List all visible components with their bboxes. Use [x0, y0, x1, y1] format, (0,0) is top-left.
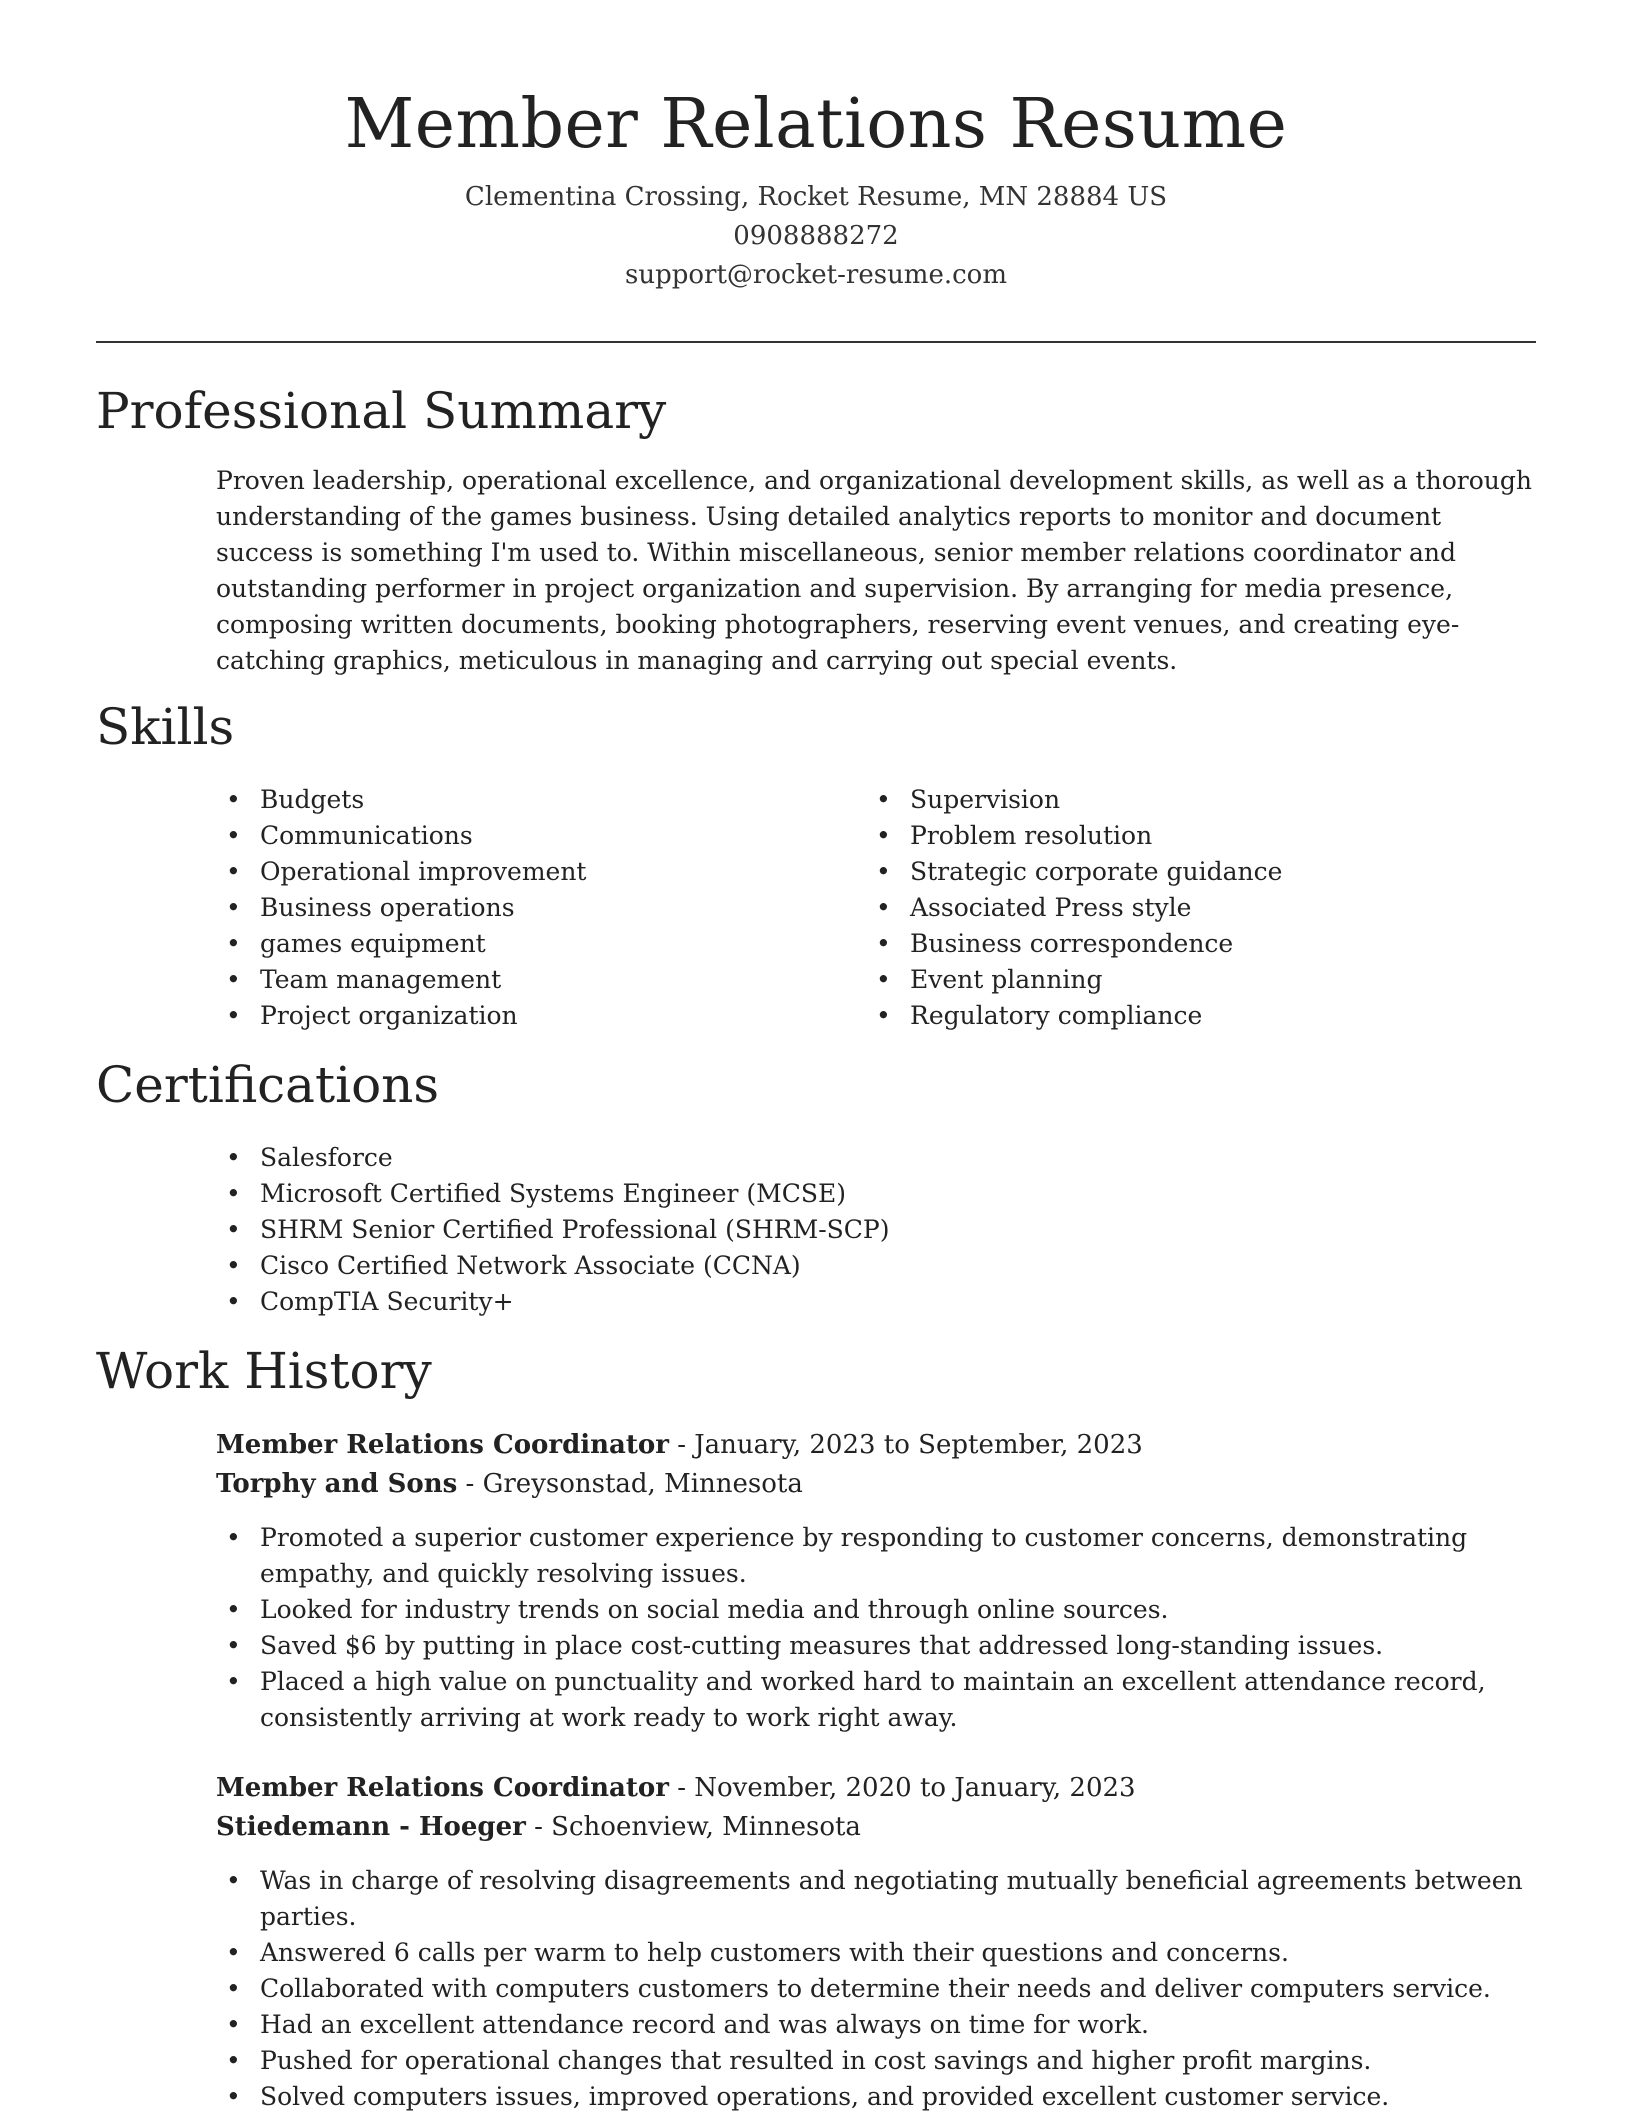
skill-item: • Project organization	[216, 998, 836, 1034]
job-1-title: Member Relations Coordinator	[216, 1430, 669, 1460]
skill-item: • Communications	[216, 818, 836, 854]
job-bullet: • Promoted a superior customer experience by responding to customer concerns, demonstrating empathy, and quickly resolving issues.	[216, 1520, 1536, 1592]
skills-list-left	[216, 782, 836, 1034]
work-history-heading: Work History	[96, 1342, 432, 1400]
header-divider	[96, 341, 1536, 343]
skill-item: • Associated Press style	[866, 890, 1506, 926]
certifications-heading: Certifications	[96, 1056, 440, 1114]
address: Clementina Crossing, Rocket Resume, MN 28884 US	[464, 182, 1168, 212]
resume-title: Member Relations Resume	[344, 85, 1288, 164]
job-bullet: • Collaborated with computers customers to determine their needs and deliver computers service.	[216, 1971, 1536, 2007]
job-2-title: Member Relations Coordinator	[216, 1773, 669, 1803]
job-1-company-line	[216, 1465, 803, 1504]
skill-item: • games equipment	[216, 926, 836, 962]
job-2-company-line	[216, 1808, 861, 1847]
skills-list-right	[866, 782, 1506, 1034]
resume-header	[0, 80, 1632, 295]
certifications-list	[216, 1140, 1536, 1320]
certification-item: • SHRM Senior Certified Professional (SHRM-SCP)	[216, 1212, 1536, 1248]
job-2-title-line	[216, 1769, 1136, 1808]
job-bullet: • Answered 6 calls per warm to help customers with their questions and concerns.	[216, 1935, 1536, 1971]
job-2-bullets	[216, 1863, 1536, 2115]
job-1-title-line	[216, 1426, 1143, 1465]
job-2-location: - Schoenview, Minnesota	[525, 1812, 861, 1842]
contact-block	[0, 178, 1632, 295]
certification-item: • CompTIA Security+	[216, 1284, 1536, 1320]
email: support@rocket-resume.com	[624, 260, 1007, 290]
job-2-company: Stiedemann - Hoeger	[216, 1812, 526, 1842]
certification-item: • Cisco Certified Network Associate (CCNA)	[216, 1248, 1536, 1284]
skill-item: • Business operations	[216, 890, 836, 926]
skills-heading: Skills	[96, 698, 235, 756]
job-2-dates: - November, 2020 to January, 2023	[668, 1773, 1136, 1803]
summary-heading: Professional Summary	[96, 382, 667, 440]
skill-item: • Regulatory compliance	[866, 998, 1506, 1034]
job-bullet: • Solved computers issues, improved operations, and provided excellent customer service.	[216, 2079, 1536, 2115]
skill-item: • Supervision	[866, 782, 1506, 818]
certification-item: • Microsoft Certified Systems Engineer (MCSE)	[216, 1176, 1536, 1212]
job-1-dates: - January, 2023 to September, 2023	[668, 1430, 1143, 1460]
skill-item: • Event planning	[866, 962, 1506, 998]
job-bullet: • Saved $6 by putting in place cost-cutting measures that addressed long-standing issues.	[216, 1628, 1536, 1664]
job-bullet: • Pushed for operational changes that resulted in cost savings and higher profit margins.	[216, 2043, 1536, 2079]
job-bullet: • Had an excellent attendance record and was always on time for work.	[216, 2007, 1536, 2043]
skill-item: • Budgets	[216, 782, 836, 818]
job-1-location: - Greysonstad, Minnesota	[457, 1469, 803, 1499]
skill-item: • Business correspondence	[866, 926, 1506, 962]
job-1-company: Torphy and Sons	[216, 1469, 458, 1499]
skill-item: • Operational improvement	[216, 854, 836, 890]
summary-text: Proven leadership, operational excellence, and organizational development skills, as well as a thorough understanding of the games business. Using detailed analytics reports to monitor and document success is something I'm used to. Within miscellaneous, senior member relations coordinator and outstanding performer in project organization and supervision. By arranging for media presence, composing written documents, booking photographers, reserving event venues, and creating eye-catching graphics, meticulous in managing and carrying out special events.	[216, 466, 1532, 675]
skill-item: • Problem resolution	[866, 818, 1506, 854]
job-bullet: • Placed a high value on punctuality and worked hard to maintain an excellent attendance record, consistently arriving at work ready to work right away.	[216, 1664, 1536, 1736]
skill-item: • Team management	[216, 962, 836, 998]
job-bullet: • Looked for industry trends on social media and through online sources.	[216, 1592, 1536, 1628]
skill-item: • Strategic corporate guidance	[866, 854, 1506, 890]
job-1-bullets	[216, 1520, 1536, 1736]
certification-item: • Salesforce	[216, 1140, 1536, 1176]
job-bullet: • Was in charge of resolving disagreements and negotiating mutually beneficial agreements between parties.	[216, 1863, 1536, 1935]
phone: 0908888272	[733, 221, 899, 251]
